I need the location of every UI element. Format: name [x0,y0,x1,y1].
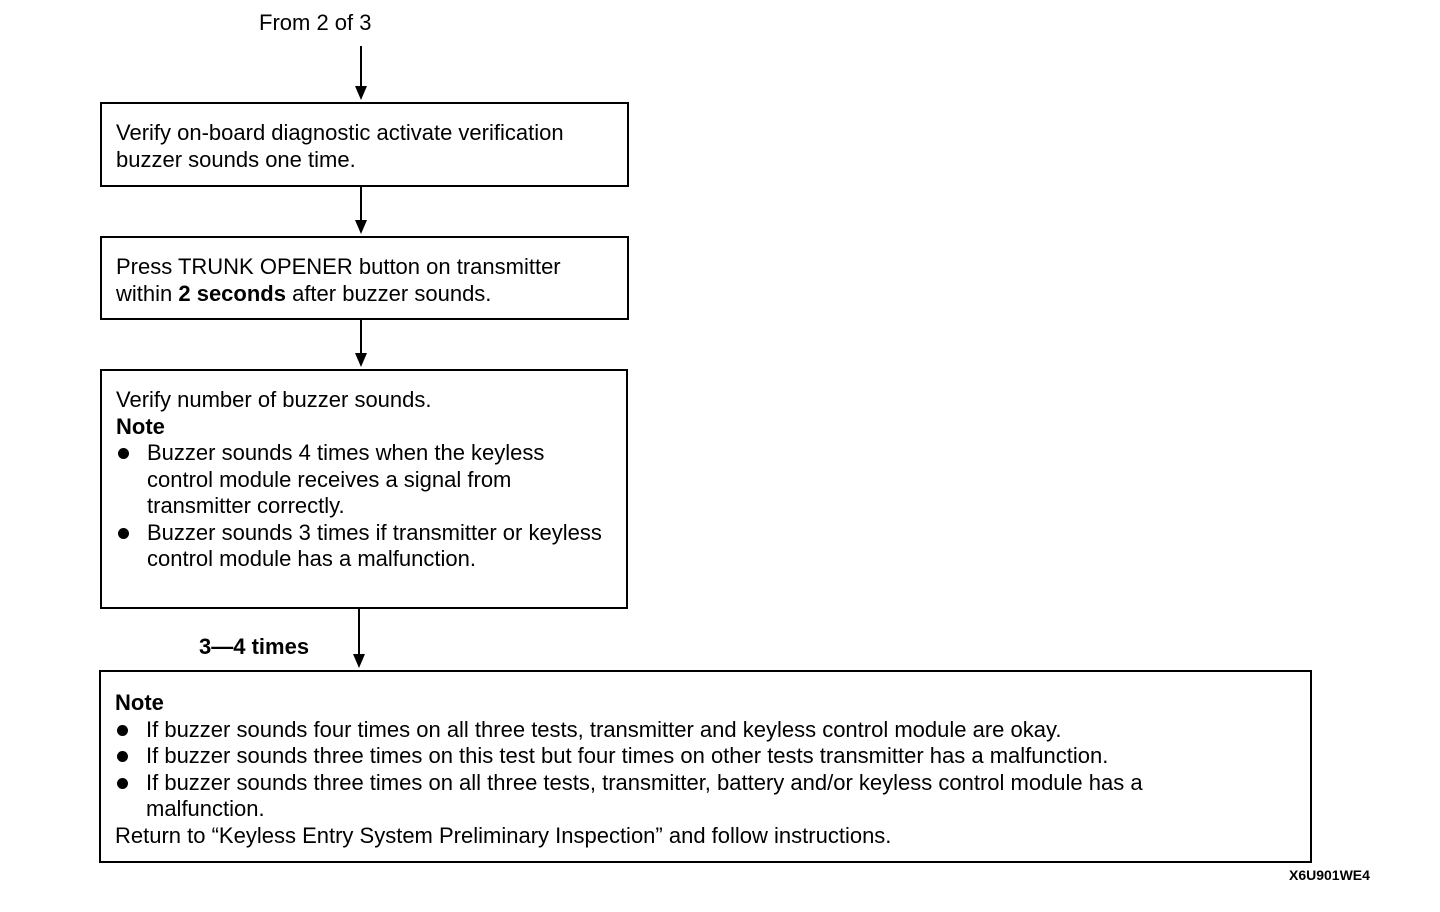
step2-text-after: after buzzer sounds. [285,280,492,306]
step4-bullet: If buzzer sounds three times on this test but four times on other tests transmitter has a malfunction. [115,743,1298,770]
arrowhead-step2 [355,220,367,234]
step3-bullet: Buzzer sounds 4 times when the keyless control module receives a signal from transmitter correctly. [116,440,614,520]
step2-text-bold: 2 seconds [178,280,286,306]
step3-note-heading: Note [116,413,165,439]
step4-bullet: If buzzer sounds four times on all three tests, transmitter and keyless control module are okay. [115,717,1298,744]
step4-footer: Return to “Keyless Entry System Preliminary Inspection” and follow instructions. [115,822,892,848]
start-label: From 2 of 3 [259,10,372,35]
step4-bullet: If buzzer sounds three times on all three tests, transmitter, battery and/or keyless control module has a malfunction. [115,770,1298,823]
step2-text-before: Press TRUNK OPENER button on transmitter within [116,254,561,306]
step3-box [100,369,628,609]
step1-text: Verify on-board diagnostic activate verification buzzer sounds one time. [116,120,564,172]
arrowhead-step3 [355,353,367,367]
step2-text [116,254,615,307]
arrowhead-step4 [353,654,365,668]
step3-bullet: Buzzer sounds 3 times if transmitter or keyless control module has a malfunction. [116,520,614,573]
figure-code: X6U901WE4 [1289,867,1370,883]
step4-note-heading: Note [115,690,164,715]
branch-label: 3—4 times [199,634,310,659]
arrowhead-step1 [355,86,367,100]
step4-box [99,670,1312,863]
step3-note-list [116,440,614,573]
step3-text: Verify number of buzzer sounds. [116,387,432,412]
step2-box [100,236,629,320]
step1-box [100,102,629,187]
step4-note-list [115,717,1298,823]
